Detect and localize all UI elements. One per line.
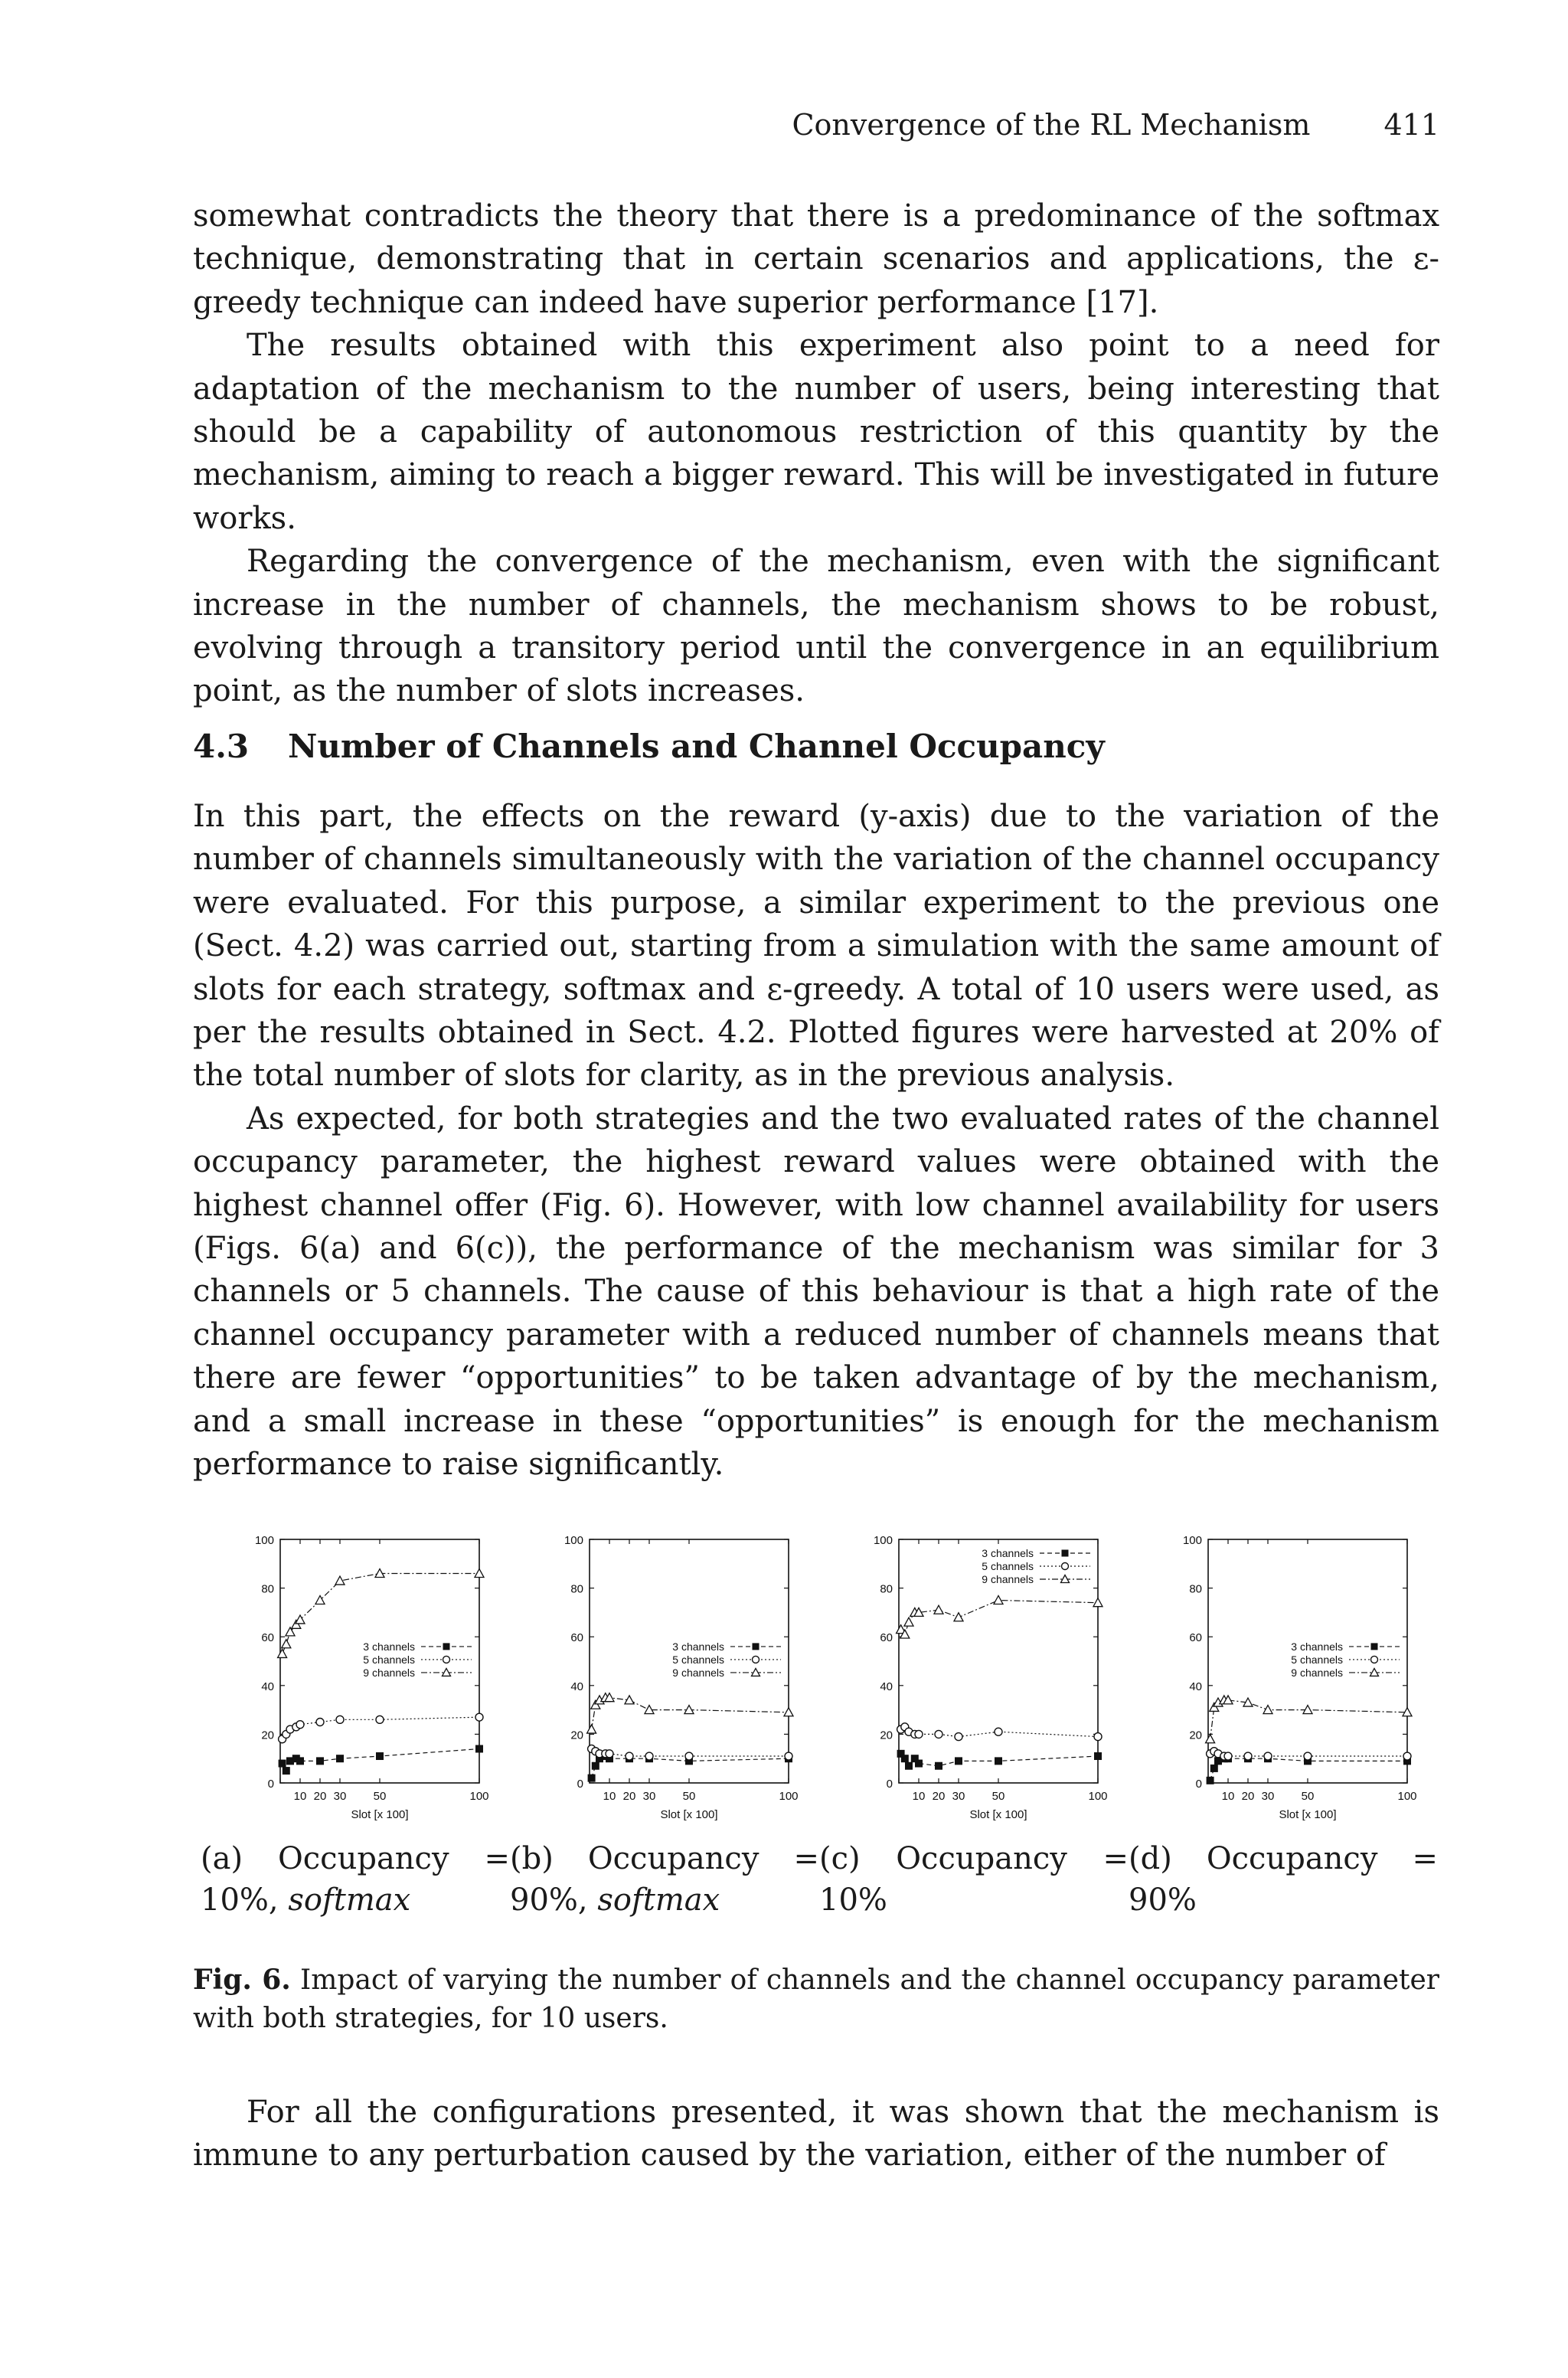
- subcaption-c: [819, 1838, 1129, 1921]
- data-point-triangle: [282, 1640, 291, 1648]
- data-point-circle: [785, 1752, 792, 1760]
- subcaption-label: (c): [819, 1841, 861, 1876]
- data-point-triangle: [587, 1725, 596, 1733]
- data-point-triangle: [904, 1617, 913, 1626]
- section-heading: [193, 728, 1105, 765]
- data-point-square: [753, 1643, 760, 1650]
- data-point-square: [376, 1752, 384, 1760]
- x-tick-label: 30: [1261, 1790, 1275, 1803]
- data-point-triangle: [1263, 1706, 1272, 1714]
- paragraph: Regarding the convergence of the mechanism, even with the significant increase in the number of channels, the mechanism shows to be robust, evolving through a transitory period until the convergence in an equilibrium point, as the number of slots increases.: [193, 544, 1439, 709]
- y-tick-label: 20: [570, 1729, 583, 1742]
- data-point-circle: [1304, 1752, 1312, 1760]
- data-point-circle: [606, 1750, 613, 1758]
- y-tick-label: 80: [261, 1582, 274, 1596]
- data-point-square: [296, 1757, 304, 1765]
- y-tick-label: 0: [267, 1778, 274, 1791]
- data-point-square: [915, 1760, 923, 1768]
- x-tick-label: 20: [313, 1790, 327, 1803]
- figure-caption-text: Impact of varying the number of channels and the channel occupancy parameter with both strategies, for 10 users.: [193, 1964, 1440, 2034]
- paragraph: For all the configurations presented, it was shown that the mechanism is immune to any perturbation caused by the variation, either of the number of: [193, 2095, 1439, 2174]
- x-axis-label: Slot [x 100]: [969, 1808, 1027, 1821]
- x-tick-label: 30: [642, 1790, 656, 1803]
- y-tick-label: 40: [880, 1680, 893, 1693]
- subcaption-eq: =: [1412, 1841, 1438, 1876]
- data-point-circle: [296, 1721, 304, 1729]
- data-point-circle: [1403, 1752, 1411, 1760]
- x-tick-label: 100: [469, 1790, 489, 1803]
- legend-label: 9 channels: [982, 1573, 1034, 1585]
- subcaption-strategy: softmax: [288, 1882, 411, 1918]
- subcaption-word: Occupancy: [277, 1841, 449, 1876]
- body-text-bottom: [193, 2091, 1439, 2177]
- x-tick-label: 20: [932, 1790, 946, 1803]
- data-point-square: [475, 1745, 483, 1752]
- x-tick-label: 20: [622, 1790, 636, 1803]
- subcaption-value: 10%,: [201, 1882, 279, 1918]
- data-point-circle: [935, 1730, 942, 1738]
- data-point-circle: [995, 1728, 1002, 1735]
- data-point-circle: [1094, 1733, 1102, 1741]
- data-point-triangle: [994, 1596, 1003, 1604]
- body-text-top: [193, 195, 1439, 713]
- paragraph: In this part, the effects on the reward (y-axis) due to the variation of the number of channels simultaneously with the variation of the channel occupancy were evaluated. For this purpose, a similar experiment to the previous one (Sect. 4.2) was carried out, starting from a simulation with the same amount of slots for each strategy, softmax and ε-greedy. A total of 10 users were used, as per the results obtained in Sect. 4.2. Plotted figures were harvested at 20% of the total number of slots for clarity, as in the previous analysis.: [193, 799, 1439, 1094]
- subcaption-a: [201, 1838, 510, 1921]
- paragraph: The results obtained with this experiment also point to a need for adaptation of the mechanism to the number of users, being interesting that should be a capability of autonomous restriction of this quantity by the mechanism, aiming to reach a bigger reward. This will be investigated in future works.: [193, 328, 1439, 536]
- x-axis-label: Slot [x 100]: [351, 1808, 409, 1821]
- y-tick-label: 100: [254, 1534, 274, 1547]
- data-point-square: [935, 1762, 942, 1770]
- data-point-triangle: [335, 1576, 345, 1585]
- figure-caption: [193, 1961, 1439, 2038]
- section-title: Number of Channels and Channel Occupancy: [288, 728, 1105, 765]
- data-point-circle: [685, 1752, 693, 1760]
- y-tick-label: 80: [570, 1582, 583, 1596]
- legend-label: 5 channels: [982, 1560, 1034, 1572]
- x-tick-label: 50: [373, 1790, 387, 1803]
- y-tick-label: 20: [880, 1729, 893, 1742]
- data-point-circle: [443, 1656, 450, 1663]
- y-tick-label: 100: [1182, 1534, 1202, 1547]
- y-tick-label: 40: [1189, 1680, 1202, 1693]
- subcaption-word: Occupancy: [1206, 1841, 1378, 1876]
- data-point-circle: [753, 1656, 760, 1663]
- x-tick-label: 50: [1301, 1790, 1315, 1803]
- y-tick-label: 80: [880, 1582, 893, 1596]
- y-tick-label: 20: [261, 1729, 274, 1742]
- data-point-circle: [645, 1752, 653, 1760]
- x-tick-label: 10: [912, 1790, 926, 1803]
- data-point-triangle: [1206, 1735, 1215, 1743]
- series-line: [1210, 1700, 1407, 1739]
- legend-label: 5 channels: [1291, 1653, 1343, 1666]
- y-tick-label: 80: [1189, 1582, 1202, 1596]
- subcaption-eq: =: [484, 1841, 510, 1876]
- x-tick-label: 100: [779, 1790, 799, 1803]
- data-point-triangle: [296, 1615, 305, 1624]
- data-point-square: [1210, 1765, 1218, 1772]
- x-axis-label: Slot [x 100]: [660, 1808, 718, 1821]
- data-point-square: [1094, 1752, 1102, 1760]
- legend-label: 3 channels: [363, 1640, 415, 1653]
- subcaption-strategy: softmax: [597, 1882, 720, 1918]
- chart-d: [1129, 1524, 1417, 1830]
- y-tick-label: 60: [1189, 1631, 1202, 1645]
- data-point-triangle: [315, 1596, 325, 1604]
- paragraph: somewhat contradicts the theory that there is a predominance of the softmax technique, demonstrating that in certain scenarios and applications, the ε-greedy technique can indeed have superior performance [17].: [193, 198, 1439, 320]
- data-point-square: [955, 1757, 962, 1765]
- subcaption-value: 90%: [1129, 1882, 1197, 1918]
- y-tick-label: 0: [577, 1778, 583, 1791]
- data-point-circle: [376, 1716, 384, 1723]
- legend-label: 9 channels: [363, 1666, 415, 1679]
- legend-label: 3 channels: [982, 1547, 1034, 1559]
- data-point-square: [336, 1755, 344, 1762]
- subcaption-value: 10%: [819, 1882, 887, 1918]
- data-point-circle: [1371, 1656, 1378, 1663]
- running-header: [0, 106, 1439, 144]
- x-tick-label: 50: [682, 1790, 696, 1803]
- y-tick-label: 60: [570, 1631, 583, 1645]
- y-tick-label: 40: [261, 1680, 274, 1693]
- y-tick-label: 60: [880, 1631, 893, 1645]
- figure-label: Fig. 6.: [193, 1964, 291, 1996]
- data-point-square: [905, 1762, 913, 1770]
- data-point-square: [283, 1767, 290, 1775]
- data-point-square: [1371, 1643, 1378, 1650]
- data-point-triangle: [934, 1605, 943, 1614]
- legend-label: 3 channels: [1291, 1640, 1343, 1653]
- paragraph: As expected, for both strategies and the two evaluated rates of the channel occupancy parameter, the highest reward values were obtained with the highest channel offer (Fig. 6). However, with low channel availability for users (Figs. 6(a) and 6(c)), the performance of the mechanism was similar for 3 channels or 5 channels. The cause of this behaviour is that a high rate of the channel occupancy parameter with a reduced number of channels means that there are fewer “opportunities” to be taken advantage of by the mechanism, and a small increase in these “opportunities” is enough for the mechanism performance to raise significantly.: [193, 1101, 1439, 1483]
- data-point-square: [1207, 1777, 1214, 1784]
- data-point-square: [995, 1757, 1002, 1765]
- x-tick-label: 30: [952, 1790, 965, 1803]
- subcaption-eq: =: [793, 1841, 819, 1876]
- x-tick-label: 100: [1397, 1790, 1417, 1803]
- series-line: [901, 1601, 1098, 1635]
- chart-c: [819, 1524, 1108, 1830]
- data-point-triangle: [1093, 1598, 1102, 1607]
- data-point-square: [316, 1757, 324, 1765]
- data-point-circle: [1062, 1563, 1069, 1570]
- data-point-square: [443, 1643, 450, 1650]
- body-text-section: [193, 795, 1439, 1487]
- subcaption-b: [510, 1838, 819, 1921]
- data-point-circle: [316, 1719, 324, 1726]
- figure-6-charts: [0, 1524, 1568, 1830]
- legend-label: 9 channels: [1291, 1666, 1343, 1679]
- y-tick-label: 20: [1189, 1729, 1202, 1742]
- subcaption-value: 90%,: [510, 1882, 588, 1918]
- data-point-square: [1062, 1550, 1069, 1557]
- x-tick-label: 50: [991, 1790, 1005, 1803]
- subcaption-d: [1129, 1838, 1438, 1921]
- y-tick-label: 0: [886, 1778, 893, 1791]
- legend-label: 3 channels: [672, 1640, 724, 1653]
- data-point-circle: [626, 1752, 633, 1760]
- data-point-triangle: [278, 1649, 287, 1657]
- legend-label: 5 channels: [672, 1653, 724, 1666]
- data-point-circle: [955, 1733, 962, 1741]
- section-number: 4.3: [193, 728, 250, 765]
- x-tick-label: 100: [1088, 1790, 1108, 1803]
- chart-a: [201, 1524, 489, 1830]
- legend-label: 9 channels: [672, 1666, 724, 1679]
- data-point-triangle: [954, 1613, 963, 1621]
- data-point-square: [592, 1762, 599, 1770]
- subcaption-label: (a): [201, 1841, 243, 1876]
- data-point-square: [279, 1760, 286, 1768]
- data-point-circle: [1264, 1752, 1272, 1760]
- data-point-triangle: [784, 1708, 793, 1716]
- subcaption-eq: =: [1102, 1841, 1129, 1876]
- data-point-square: [901, 1755, 909, 1762]
- y-tick-label: 40: [570, 1680, 583, 1693]
- subcaption-word: Occupancy: [587, 1841, 760, 1876]
- legend-label: 5 channels: [363, 1653, 415, 1666]
- x-tick-label: 20: [1241, 1790, 1255, 1803]
- data-point-square: [588, 1775, 596, 1782]
- page-number: 411: [1383, 108, 1439, 142]
- subcaption-label: (b): [510, 1841, 554, 1876]
- data-point-circle: [1244, 1752, 1252, 1760]
- x-tick-label: 10: [603, 1790, 616, 1803]
- data-point-circle: [336, 1716, 344, 1723]
- chart-b: [510, 1524, 799, 1830]
- data-point-triangle: [475, 1569, 484, 1578]
- y-tick-label: 100: [873, 1534, 893, 1547]
- running-title: Convergence of the RL Mechanism: [792, 108, 1311, 142]
- x-axis-label: Slot [x 100]: [1279, 1808, 1337, 1821]
- y-tick-label: 100: [564, 1534, 583, 1547]
- y-tick-label: 0: [1195, 1778, 1202, 1791]
- data-point-circle: [915, 1730, 923, 1738]
- subcaption-label: (d): [1129, 1841, 1172, 1876]
- x-tick-label: 10: [1221, 1790, 1235, 1803]
- y-tick-label: 60: [261, 1631, 274, 1645]
- x-tick-label: 30: [333, 1790, 347, 1803]
- subcaption-word: Occupancy: [896, 1841, 1067, 1876]
- x-tick-label: 10: [293, 1790, 307, 1803]
- data-point-circle: [1224, 1752, 1232, 1760]
- data-point-circle: [475, 1713, 483, 1721]
